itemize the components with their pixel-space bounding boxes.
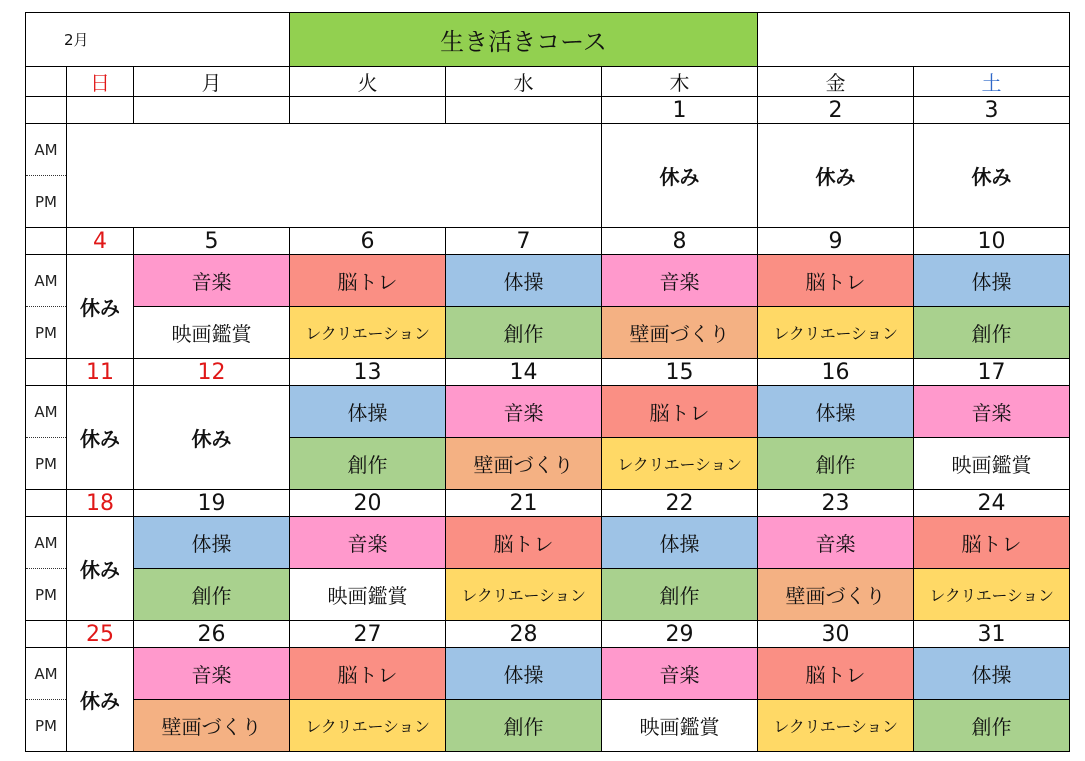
- date-cell: 5: [134, 228, 290, 255]
- pm-label: PM: [26, 700, 67, 752]
- date-cell: 24: [914, 490, 1070, 517]
- am-activity: 体操: [290, 386, 446, 438]
- am-activity: 音楽: [290, 517, 446, 569]
- am-activity: 体操: [134, 517, 290, 569]
- date-cell: 30: [758, 621, 914, 648]
- weekday-wed: 水: [446, 67, 602, 97]
- course-title: 生き活きコース: [290, 13, 758, 67]
- date-cell: 15: [602, 359, 758, 386]
- date-cell: 29: [602, 621, 758, 648]
- pm-activity: 映画鑑賞: [914, 438, 1070, 490]
- date-cell: 3: [914, 97, 1070, 124]
- pm-activity: 壁画づくり: [134, 700, 290, 752]
- pm-activity: 創作: [758, 438, 914, 490]
- pm-activity: 創作: [914, 307, 1070, 359]
- pm-row: [26, 569, 1070, 621]
- date-cell: 22: [602, 490, 758, 517]
- pm-label: PM: [26, 438, 67, 490]
- am-activity: 脳トレ: [602, 386, 758, 438]
- pm-row: [26, 700, 1070, 752]
- am-label: AM: [26, 386, 67, 438]
- pm-label: PM: [26, 176, 67, 228]
- pm-activity: レクリエーション: [290, 307, 446, 359]
- date-cell: 21: [446, 490, 602, 517]
- date-row: [26, 97, 1070, 124]
- date-cell: [290, 97, 446, 124]
- am-label: AM: [26, 648, 67, 700]
- date-cell: 13: [290, 359, 446, 386]
- am-activity: 音楽: [446, 386, 602, 438]
- date-cell: 4: [67, 228, 134, 255]
- date-cell: 8: [602, 228, 758, 255]
- closed-day: 休み: [67, 386, 134, 490]
- date-row-label: [26, 359, 67, 386]
- title-blank: [758, 13, 1070, 67]
- am-activity: 脳トレ: [446, 517, 602, 569]
- am-activity: 体操: [758, 386, 914, 438]
- am-row: [26, 648, 1070, 700]
- pm-activity: レクリエーション: [602, 438, 758, 490]
- date-row: [26, 621, 1070, 648]
- am-activity: 脳トレ: [758, 648, 914, 700]
- pm-activity: 創作: [602, 569, 758, 621]
- date-cell: 27: [290, 621, 446, 648]
- am-label: AM: [26, 255, 67, 307]
- date-cell: 14: [446, 359, 602, 386]
- am-activity: 音楽: [758, 517, 914, 569]
- am-activity: 体操: [914, 648, 1070, 700]
- date-cell: 9: [758, 228, 914, 255]
- pm-activity: 壁画づくり: [446, 438, 602, 490]
- date-cell: 10: [914, 228, 1070, 255]
- pm-activity: レクリエーション: [758, 700, 914, 752]
- closed-day: 休み: [758, 124, 914, 228]
- weekday-sat: 土: [914, 67, 1070, 97]
- closed-day: 休み: [67, 648, 134, 752]
- pm-activity: 創作: [446, 700, 602, 752]
- date-row-label: [26, 228, 67, 255]
- date-row: [26, 490, 1070, 517]
- am-activity: 体操: [446, 648, 602, 700]
- schedule-table: [25, 12, 1070, 752]
- pm-activity: 壁画づくり: [602, 307, 758, 359]
- closed-day: 休み: [602, 124, 758, 228]
- weekday-corner: [26, 67, 67, 97]
- pm-activity: 映画鑑賞: [602, 700, 758, 752]
- closed-day: 休み: [67, 517, 134, 621]
- weekday-mon: 月: [134, 67, 290, 97]
- date-cell: 18: [67, 490, 134, 517]
- date-cell: 16: [758, 359, 914, 386]
- date-cell: 12: [134, 359, 290, 386]
- am-activity: 音楽: [914, 386, 1070, 438]
- pm-label: PM: [26, 307, 67, 359]
- date-cell: 31: [914, 621, 1070, 648]
- date-cell: 1: [602, 97, 758, 124]
- pm-activity: 創作: [134, 569, 290, 621]
- empty-cell: [67, 124, 602, 228]
- am-activity: 脳トレ: [290, 255, 446, 307]
- date-row: [26, 359, 1070, 386]
- date-cell: 20: [290, 490, 446, 517]
- weekday-sun: 日: [67, 67, 134, 97]
- am-activity: 脳トレ: [914, 517, 1070, 569]
- pm-activity: 映画鑑賞: [290, 569, 446, 621]
- title-row: [26, 13, 1070, 67]
- date-cell: 28: [446, 621, 602, 648]
- am-activity: 脳トレ: [290, 648, 446, 700]
- date-cell: [134, 97, 290, 124]
- weekday-row: [26, 67, 1070, 97]
- date-row-label: [26, 621, 67, 648]
- weekday-fri: 金: [758, 67, 914, 97]
- date-cell: 7: [446, 228, 602, 255]
- am-row: [26, 124, 1070, 176]
- closed-day: 休み: [67, 255, 134, 359]
- am-row: [26, 255, 1070, 307]
- date-cell: 19: [134, 490, 290, 517]
- pm-activity: 創作: [914, 700, 1070, 752]
- pm-activity: レクリエーション: [290, 700, 446, 752]
- weekday-thu: 木: [602, 67, 758, 97]
- date-cell: [446, 97, 602, 124]
- am-activity: 体操: [914, 255, 1070, 307]
- pm-row: [26, 307, 1070, 359]
- closed-day: 休み: [914, 124, 1070, 228]
- date-cell: 17: [914, 359, 1070, 386]
- weekday-tue: 火: [290, 67, 446, 97]
- date-row-label: [26, 97, 67, 124]
- pm-activity: 創作: [446, 307, 602, 359]
- date-cell: 11: [67, 359, 134, 386]
- date-cell: 26: [134, 621, 290, 648]
- pm-activity: レクリエーション: [914, 569, 1070, 621]
- date-cell: 23: [758, 490, 914, 517]
- am-activity: 音楽: [134, 648, 290, 700]
- date-cell: 2: [758, 97, 914, 124]
- date-row-label: [26, 490, 67, 517]
- am-activity: 体操: [602, 517, 758, 569]
- am-activity: 音楽: [602, 255, 758, 307]
- pm-label: PM: [26, 569, 67, 621]
- am-activity: 音楽: [134, 255, 290, 307]
- pm-activity: 映画鑑賞: [134, 307, 290, 359]
- pm-activity: レクリエーション: [758, 307, 914, 359]
- date-cell: 6: [290, 228, 446, 255]
- closed-day: 休み: [134, 386, 290, 490]
- date-cell: [67, 97, 134, 124]
- pm-activity: 壁画づくり: [758, 569, 914, 621]
- am-row: [26, 517, 1070, 569]
- am-label: AM: [26, 124, 67, 176]
- date-cell: 25: [67, 621, 134, 648]
- schedule-body: [26, 13, 1070, 752]
- month-label: 2月: [26, 13, 290, 67]
- pm-activity: 創作: [290, 438, 446, 490]
- pm-activity: レクリエーション: [446, 569, 602, 621]
- am-activity: 脳トレ: [758, 255, 914, 307]
- am-label: AM: [26, 517, 67, 569]
- date-row: [26, 228, 1070, 255]
- am-activity: 音楽: [602, 648, 758, 700]
- am-activity: 体操: [446, 255, 602, 307]
- am-row: [26, 386, 1070, 438]
